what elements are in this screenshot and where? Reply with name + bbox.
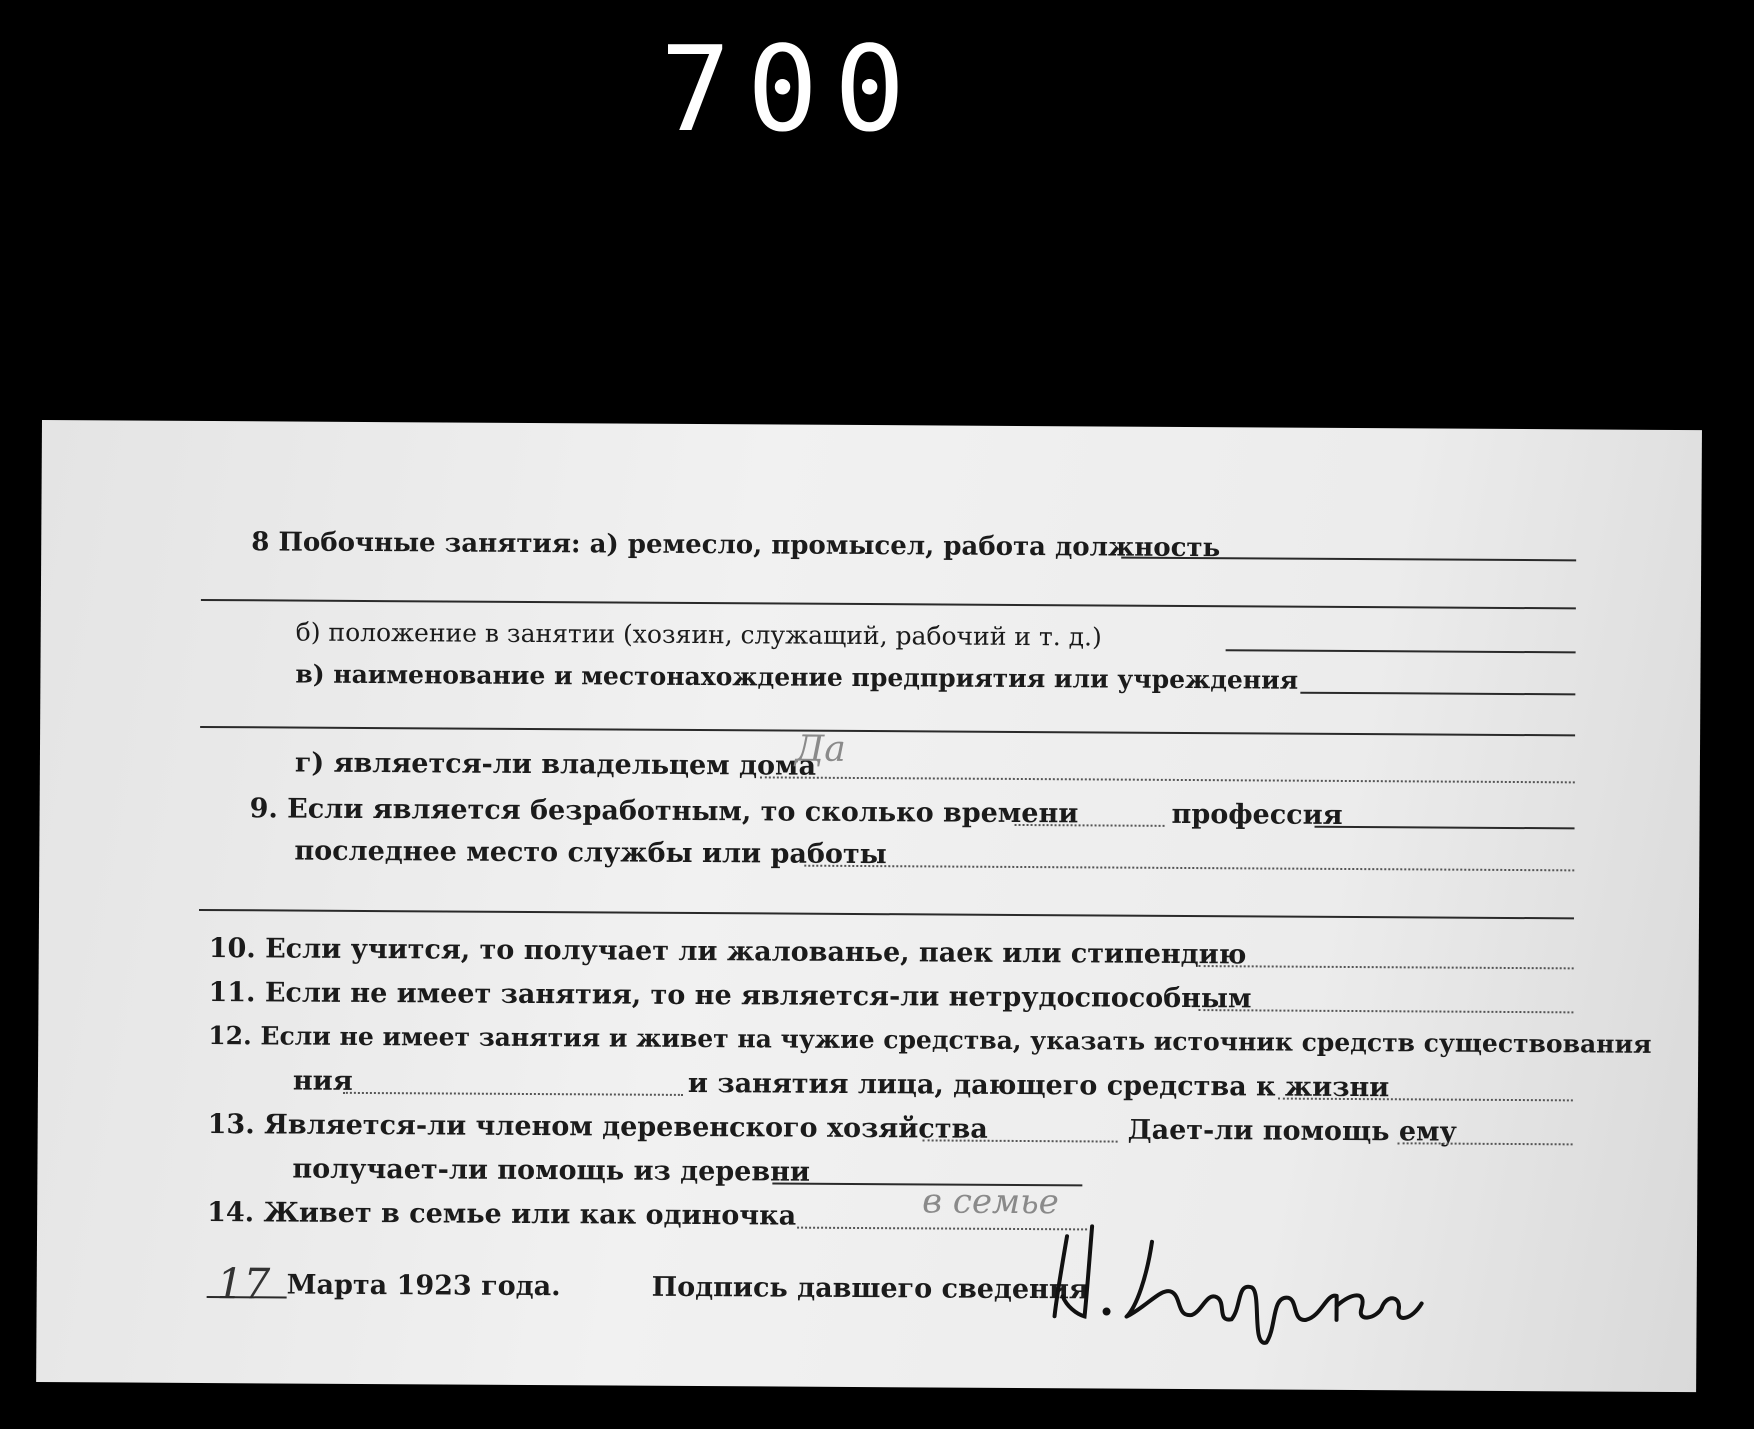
q11-answer-line <box>1198 1009 1573 1013</box>
q9-last-place-label: последнее место службы или работы <box>294 835 887 871</box>
q9-profession-line <box>1315 826 1575 830</box>
q8b-answer-line <box>1226 649 1576 653</box>
q14-handwritten-answer: в семье <box>922 1181 1059 1223</box>
q8-label: 8 Побочные занятия: а) ремесло, промысел, работа должность <box>251 527 1221 564</box>
q9-continuation-line <box>199 909 1574 919</box>
q12-continued: ния <box>292 1065 353 1097</box>
q11-label: 11. Если не имеет занятия, то не является-ли нетрудоспособным <box>208 977 1252 1015</box>
q8b-label: б) положение в занятии (хозяин, служащий, рабочий и т. д.) <box>295 617 1102 652</box>
q9-label: 9. Если является безработным, то сколько времени <box>249 793 1079 830</box>
q12-occupation-label: и занятия лица, дающего средства к жизни <box>687 1067 1390 1104</box>
archive-frame-number: 700 <box>660 20 922 158</box>
footer-date: Марта 1923 года. <box>286 1269 561 1303</box>
q13-helps-label: Дает-ли помощь ему <box>1127 1114 1457 1148</box>
q14-label: 14. Живет в семье или как одиночка <box>207 1197 797 1232</box>
q8-continuation-line <box>201 599 1576 609</box>
handwritten-signature <box>1036 1196 1497 1359</box>
q13-receives-label: получает-ли помощь из деревни <box>292 1153 811 1188</box>
q9-profession-label: профессия <box>1171 798 1343 831</box>
q10-answer-line <box>1199 965 1574 969</box>
q9-last-place-line <box>804 865 1574 872</box>
census-form-card <box>36 420 1702 1392</box>
q10-label: 10. Если учится, то получает ли жалованье, паек или стипендию <box>208 933 1247 971</box>
footer-day: 17 <box>216 1259 271 1309</box>
q8g-answer-line <box>760 776 1575 783</box>
q8v-label: в) наименование и местонахождение предприятия или учреждения <box>295 659 1299 695</box>
q12-label: 12. Если не имеет занятия и живет на чужие средства, указать источник средств существования <box>208 1021 1652 1059</box>
q8v-answer-line <box>1300 692 1575 696</box>
q8g-label: г) является-ли владельцем дома <box>294 747 817 782</box>
q8v-continuation-line <box>200 726 1575 736</box>
footer-signature-label: Подпись давшего сведения <box>651 1271 1089 1306</box>
q12-source-line <box>343 1092 683 1096</box>
q13-label: 13. Является-ли членом деревенского хозяйства <box>207 1109 988 1145</box>
q8g-handwritten-answer: Да <box>794 728 846 770</box>
